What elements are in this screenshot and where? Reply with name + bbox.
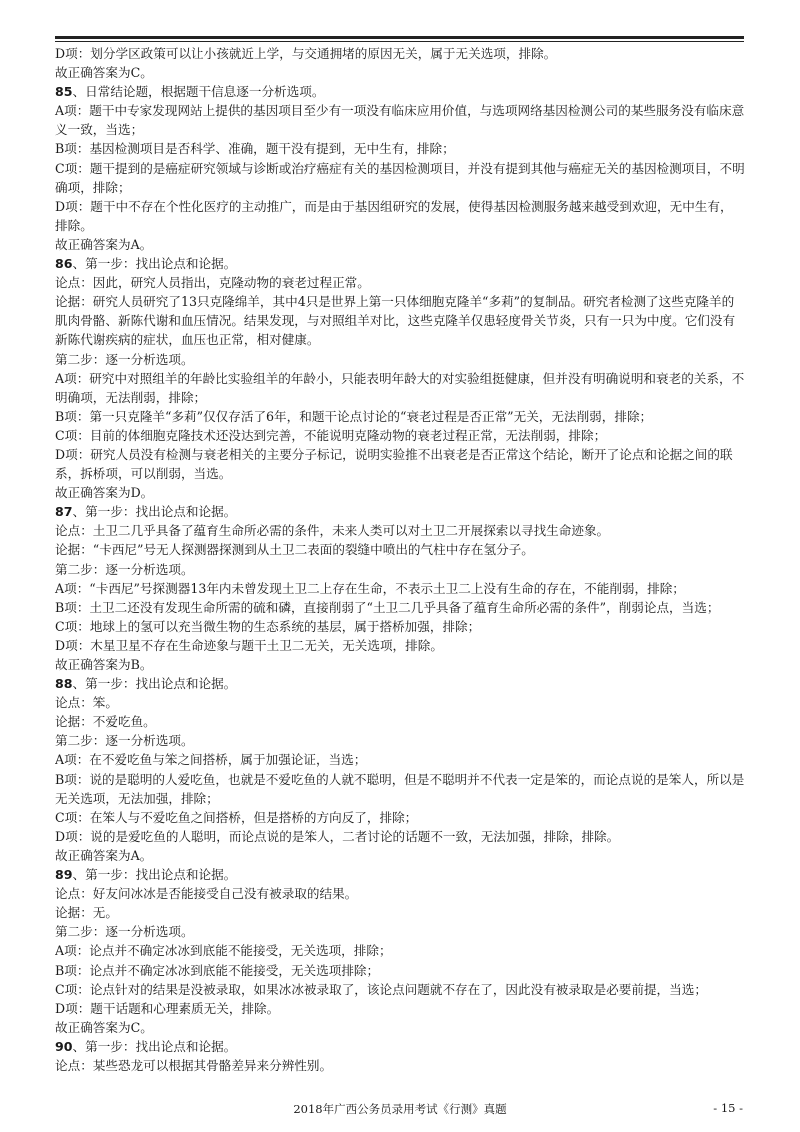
question-heading-89: 89、第一步：找出论点和论据。 [55,867,237,883]
text-paragraph: D项：题干中不存在个性化医疗的主动推广，而是由于基因组研究的发展，使得基因检测服务越来越受到欢迎，无中生有，排除。 [55,198,733,233]
question-heading-87: 87、第一步：找出论点和论据。 [55,504,237,520]
page-number: - 15 - [713,1101,743,1115]
header-rule-thin [55,41,744,42]
answer-line: 故正确答案为B。 [55,657,153,672]
text-line: B项：基因检测项目是否科学、准确，题干没有提到，无中生有，排除； [55,141,455,157]
text-line: B项：论点并不确定冰冰到底能不能接受，无关选项排除； [55,962,380,978]
text-line: C项：地球上的氢可以充当微生物的生态系统的基层，属于搭桥加强，排除； [55,618,481,634]
text-paragraph: A项：题干中专家发现网站上提供的基因项目至少有一项没有临床应用价值，与选项网络基因检测公司的某些服务没有临床意义一致，当选； [55,103,745,138]
text-line: 论点：笨。 [55,695,118,711]
text-line: C项：在笨人与不爱吃鱼之间搭桥，但是搭桥的方向反了，排除； [55,809,418,825]
text-line: D项：木星卫星不存在生命迹象与题干土卫二无关，无关选项，排除。 [55,637,443,653]
answer-line: 故正确答案为A。 [55,236,153,252]
question-heading-85: 85、日常结论题，根据题干信息逐一分析选项。 [55,84,325,100]
text-paragraph: B项：说的是聪明的人爱吃鱼，也就是不爱吃鱼的人就不聪明，但是不聪明并不代表一定是笨的，而论点说的是笨人，所以是无关选项，无法加强，排除； [55,771,745,806]
text-line: 论点：因此，研究人员指出，克隆动物的衰老过程正常。 [55,275,370,291]
text-line: 论据：无。 [55,905,118,921]
text-line: 论点：好友问冰冰是否能接受自己没有被录取的结果。 [55,886,358,902]
question-heading-88: 88、第一步：找出论点和论据。 [55,676,237,692]
text-line: B项：第一只克隆羊“多莉”仅仅存活了6年，和题干论点讨论的“衰老过程是否正常”无关，无法削弱，排除； [55,408,653,424]
text-line: 论点：某些恐龙可以根据其骨骼差异来分辨性别。 [55,1057,333,1073]
question-heading-86: 86、第一步：找出论点和论据。 [55,256,237,272]
text-line: 第二步：逐一分析选项。 [55,924,194,940]
text-line: A项：在不爱吃鱼与笨之间搭桥，属于加强论证，当选； [55,752,367,768]
text-line: 第二步：逐一分析选项。 [55,561,194,577]
text-line: 第二步：逐一分析选项。 [55,351,194,367]
text-paragraph: C项：题干提到的是癌症研究领域与诊断或治疗癌症有关的基因检测项目，并没有提到其他与癌症无关的基因检测项目，不明确项，排除； [55,160,745,195]
text-paragraph: D项：研究人员没有检测与衰老相关的主要分子标记，说明实验推不出衰老是否正常这个结论，断开了论点和论据之间的联系，拆桥项，可以削弱，当选。 [55,446,733,482]
text-line: 第二步：逐一分析选项。 [55,733,194,749]
text-line: 论据：“卡西尼”号无人探测器探测到从土卫二表面的裂缝中喷出的气柱中存在氢分子。 [55,542,534,558]
text-line: D项：说的是爱吃鱼的人聪明，而论点说的是笨人，二者讨论的话题不一致，无法加强，排除，排除。 [55,828,620,844]
text-paragraph: A项：研究中对照组羊的年龄比实验组羊的年龄小，只能表明年龄大的对实验组挺健康，但并没有明确说明和衰老的关系，不明确项，无法削弱，排除； [55,370,745,405]
header-rule-thick [55,36,744,39]
text-paragraph: B项：土卫二还没有发现生命所需的硫和磷，直接削弱了“土卫二几乎具备了蕴育生命所必需的条件”，削弱论点，当选； [55,599,720,615]
answer-line: 故正确答案为C。 [55,1019,153,1035]
text-line: 论据：不爱吃鱼。 [55,714,156,730]
question-heading-90: 90、第一步：找出论点和论据。 [55,1038,237,1054]
text-paragraph: 论据：研究人员研究了13只克隆绵羊，其中4只是世界上第一只体细胞克隆羊“多莉”的复制品。研究者检测了这些克隆羊的肌肉骨骼、新陈代谢和血压情况。结果发现，与对照组羊对比，这些克隆羊仅患轻度骨关节炎，只有一只为中度。它们没有新陈代谢疾病的症状，血压也正常，相对健康。 [55,294,736,348]
text-line: A项：论点并不确定冰冰到底能不能接受，无关选项，排除； [55,943,392,959]
document-body [55,44,745,1075]
text-line: C项：目前的体细胞克隆技术还没达到完善，不能说明克隆动物的衰老过程正常，无法削弱，排除； [55,427,607,443]
answer-line: 故正确答案为A。 [55,847,153,863]
footer-title: 2018年广西公务员录用考试《行测》真题 [293,1102,507,1116]
text-line: D项：划分学区政策可以让小孩就近上学，与交通拥堵的原因无关，属于无关选项，排除。 [55,46,557,61]
text-paragraph: C项：论点针对的结果是没被录取，如果冰冰被录取了，该论点问题就不存在了，因此没有被录取是必要前提，当选； [55,981,707,997]
text-line: 论点：土卫二几乎具备了蕴育生命所必需的条件，未来人类可以对土卫二开展探索以寻找生命迹象。 [55,523,610,539]
answer-line: 故正确答案为D。 [55,485,154,501]
answer-line: 故正确答案为C。 [55,65,153,81]
text-line: D项：题干话题和心理素质无关，排除。 [55,1000,280,1016]
text-paragraph: A项：“卡西尼”号探测器13年内未曾发现土卫二上存在生命，不表示土卫二上没有生命的存在，不能削弱，排除； [55,580,685,596]
